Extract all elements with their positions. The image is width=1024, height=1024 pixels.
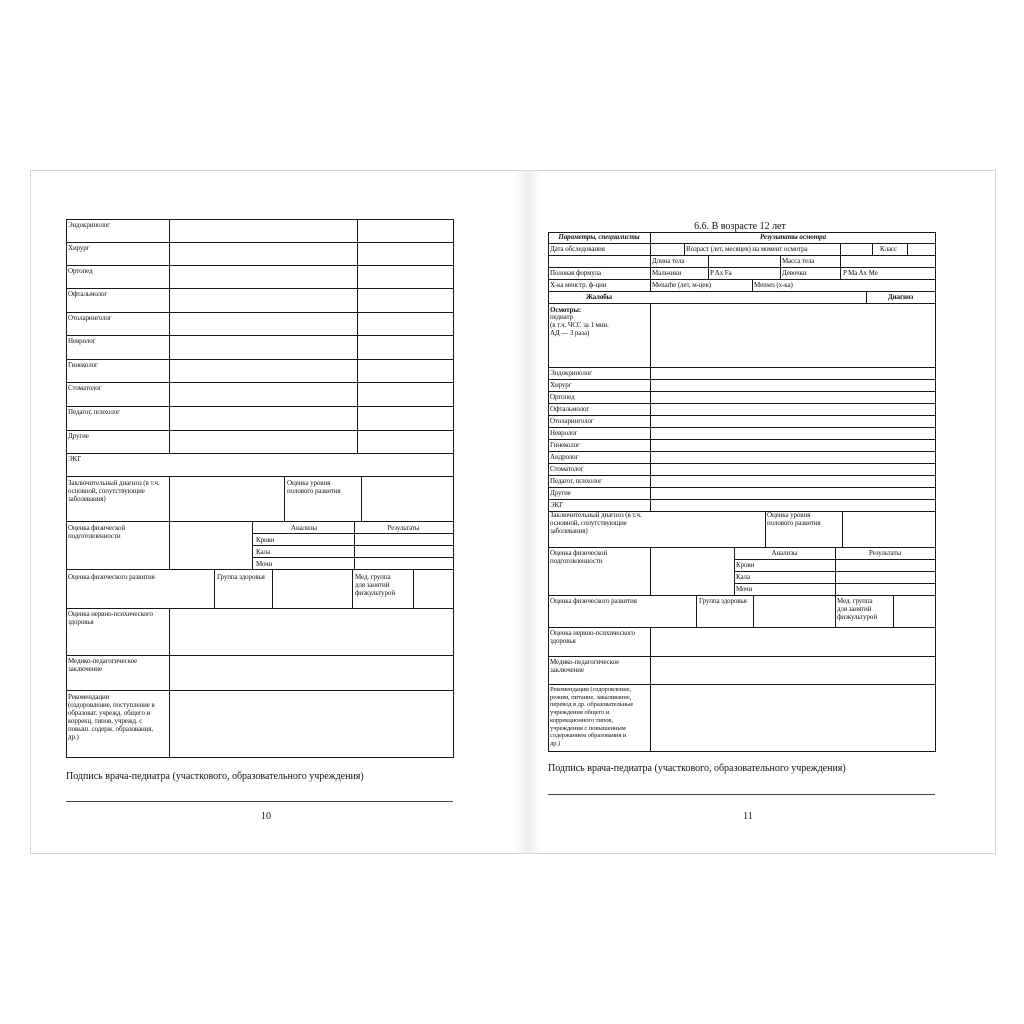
table-rule [548, 379, 936, 380]
recommendations-label: Рекомендации (оздоровление, поступление в образоват. учрежд. общего и коррекц. типов, учрежд. с повыш. содерж. образования, др.) [68, 693, 155, 741]
specialist-row-label: Другие [68, 432, 89, 440]
table-rule [696, 595, 697, 628]
specialist-row-label: Отоларинголог [68, 314, 112, 322]
table-rule [840, 255, 841, 280]
table-rule [548, 279, 936, 280]
pe-group-label: Мед. группа для занятий физкультурой [837, 597, 877, 621]
sexual-development-label: Оценка уровня полового развития [287, 479, 341, 495]
table-rule [548, 243, 936, 244]
age-at-exam-label: Возраст (лет, месяцев) на момент осмотра [686, 245, 808, 253]
table-rule [548, 475, 936, 476]
table-rule [893, 595, 894, 628]
menarhe-label: Menarhe (лет, м-цев) [652, 281, 711, 289]
table-rule [907, 243, 908, 256]
specialist-row-label: Офтальмолог [550, 405, 590, 413]
table-rule [548, 463, 936, 464]
exams-title: Осмотры: [550, 306, 582, 314]
specialist-row-label: Отоларинголог [550, 417, 594, 425]
table-rule [765, 511, 766, 548]
complaints-header: Жалобы [585, 293, 613, 301]
table-rule [548, 439, 936, 440]
specialist-row-label: Офтальмолог [68, 290, 108, 298]
specialist-row-label: Эндокринолог [550, 369, 592, 377]
health-group-label: Группа здоровья [699, 597, 747, 605]
girls-label: Девочки [782, 269, 807, 277]
specialist-row-label: Андролог [550, 453, 579, 461]
sexual-development-label: Оценка уровня полового развития [767, 511, 821, 527]
specialist-row-label: Эндокринолог [68, 221, 110, 229]
table-rule [548, 291, 936, 292]
specialist-row-label: Педагог, психолог [550, 477, 602, 485]
analyses-header: Анализы [291, 524, 317, 532]
specialist-row-label: Стоматолог [550, 465, 584, 473]
signature-line [548, 794, 935, 795]
params-column-header: Параметры, специалисты [558, 233, 640, 241]
table-rule [734, 571, 936, 572]
boys-formula: P Ax Fa [710, 269, 732, 277]
recommendations-label: Рекомендации (оздоровление, режим, питание, закаливание, перевод в др. образовательные учреждения общего и коррекционного типов, учреждения с повышенным содержанием образования и др.) [550, 686, 634, 747]
sex-formula-label: Половая формула [550, 269, 601, 277]
specialist-row-label: Стоматолог [68, 384, 102, 392]
page-number: 10 [261, 811, 271, 822]
table-rule [734, 583, 936, 584]
specialist-row-label: Гинеколог [550, 441, 580, 449]
table-rule [935, 232, 936, 752]
urine-label: Мочи [256, 560, 273, 568]
table-rule [734, 559, 936, 560]
table-rule [872, 243, 873, 256]
table-rule [548, 232, 549, 752]
table-rule [548, 451, 936, 452]
specialist-row-label: Другие [550, 489, 571, 497]
body-length-label: Длина тела [652, 257, 685, 265]
exam-date-label: Дата обследования [550, 245, 605, 253]
table-rule [548, 499, 936, 500]
table-rule [650, 303, 651, 512]
signature-caption: Подпись врача-педиатра (участкового, образовательного учреждения) [66, 771, 364, 782]
table-rule [548, 403, 936, 404]
body-mass-label: Масса тела [782, 257, 815, 265]
health-group-label: Группа здоровья [217, 573, 265, 581]
table-rule [548, 303, 936, 304]
table-rule [548, 751, 936, 752]
final-diagnosis-label: Заключительный диагноз (в т.ч. основной, сопутствующие заболевания) [550, 511, 642, 535]
girls-formula: P Ma Ax Me [843, 269, 878, 277]
blood-label: Крови [256, 536, 275, 544]
specialist-row-label: Хирург [550, 381, 572, 389]
signature-caption: Подпись врача-педиатра (участкового, образовательного учреждения) [548, 763, 846, 774]
exams-pediatrician-label: педиатр (в т.ч. ЧСС за 1 мин. АД — 3 раза) [550, 313, 609, 337]
table-rule [548, 684, 936, 685]
specialist-row-label: Хирург [68, 244, 90, 252]
blood-label: Крови [736, 561, 755, 569]
specialist-row-label: ЭКГ [68, 455, 82, 463]
table-rule [780, 255, 781, 280]
physical-fitness-label: Оценка физической подготовленности [550, 549, 608, 565]
table-rule [548, 656, 936, 657]
specialist-row-label: Ортопед [68, 267, 93, 275]
results-header: Результаты [387, 524, 420, 532]
specialist-row-label: Невролог [550, 429, 578, 437]
diagnosis-header: Диагноз [887, 293, 914, 301]
med-ped-conclusion-label: Медико-педагогическое заключение [68, 657, 138, 673]
table-rule [752, 279, 753, 292]
table-rule [548, 427, 936, 428]
table-rule [650, 547, 651, 596]
section-title: 6.6. В возрасте 12 лет [694, 221, 786, 232]
specialist-row-label: Гинеколог [68, 361, 98, 369]
table-rule [548, 255, 936, 256]
neuro-health-label: Оценка нервно-психического здоровья [68, 610, 153, 626]
table-rule [548, 627, 936, 628]
feces-label: Кала [256, 548, 270, 556]
menstrual-function-label: Х-ка менстр. ф-ции [550, 281, 607, 289]
specialist-row-label: Невролог [68, 337, 96, 345]
analyses-header: Анализы [771, 549, 798, 557]
neuro-health-label: Оценка нервно-психического здоровья [550, 629, 635, 645]
table-rule [835, 595, 836, 628]
class-label: Класс [880, 245, 897, 253]
table-rule [753, 595, 754, 628]
final-diagnosis-label: Заключительный диагноз (в т.ч. основной, сопутствующие заболевания) [68, 479, 160, 503]
pe-group-label: Мед. группа для занятий физкультурой [355, 573, 395, 597]
boys-label: Мальчики [652, 269, 682, 277]
physical-development-label: Оценка физического развития [68, 573, 155, 581]
table-rule [842, 511, 843, 548]
menses-label: Menses (х-ка) [754, 281, 793, 289]
urine-label: Мочи [736, 585, 753, 593]
feces-label: Кала [736, 573, 750, 581]
specialist-row-label: Ортопед [550, 393, 575, 401]
table-rule [548, 367, 936, 368]
table-rule [548, 547, 936, 548]
table-rule [548, 487, 936, 488]
table-rule [548, 267, 936, 268]
table-rule [548, 415, 936, 416]
physical-fitness-label: Оценка физической подготовленности [68, 524, 126, 540]
results-column-header: Результаты осмотра [760, 233, 826, 241]
physical-development-label: Оценка физического развития [550, 597, 637, 605]
specialist-row-label: Педагог, психолог [68, 408, 120, 416]
med-ped-conclusion-label: Медико-педагогическое заключение [550, 658, 620, 674]
table-rule [650, 279, 651, 292]
results-header: Результаты [868, 549, 902, 557]
table-rule [548, 391, 936, 392]
specialist-row-label: ЭКГ [550, 501, 564, 509]
page-number: 11 [743, 811, 753, 822]
table-rule [684, 243, 685, 256]
table-rule [708, 255, 709, 280]
table-rule [548, 595, 936, 596]
